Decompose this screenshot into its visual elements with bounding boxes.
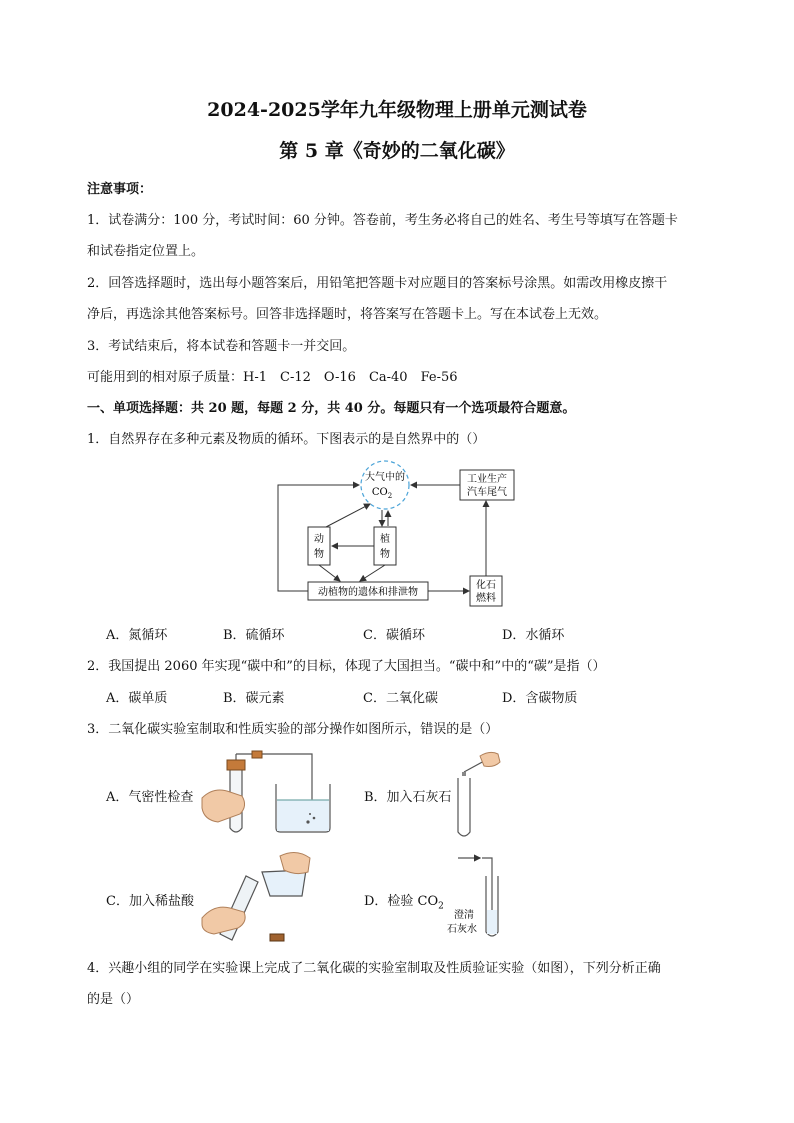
atomic-mass-line: 可能用到的相对原子质量：H-1 C-12 O-16 Ca-40 Fe-56 (87, 370, 458, 385)
section-1-heading: 一、单项选择题：共 20 题，每题 2 分，共 40 分。每题只有一个选项最符合题意。 (87, 401, 576, 416)
animal-label-1: 动 (314, 534, 324, 545)
atmosphere-label-2: $CO_2$ (371, 487, 393, 500)
industry-label-2: 汽车尾气 (467, 487, 507, 498)
q3-stem: 3．二氧化碳实验室制取和性质实验的部分操作如图所示，错误的是（） (87, 722, 499, 737)
q3-option-c[interactable]: C．加入稀盐酸 (106, 894, 194, 909)
q3-option-a[interactable]: A．气密性检查 (106, 790, 194, 805)
q2-option-b[interactable]: B．碳元素 (223, 691, 285, 706)
atmosphere-label-1: 大气中的 (365, 472, 405, 483)
q1-option-b[interactable]: B．硫循环 (223, 628, 285, 643)
q2-option-d[interactable]: D．含碳物质 (502, 691, 578, 706)
q4-stem-line-2: 的是（） (87, 992, 140, 1007)
atmosphere-co2-node (361, 461, 409, 509)
limewater-label-2: 石灰水 (447, 924, 477, 935)
add-limestone-illustration (440, 748, 505, 838)
q3-option-b[interactable]: B．加入石灰石 (364, 790, 452, 805)
co2-limewater-test-illustration (446, 848, 526, 943)
fossil-label-2: 燃料 (476, 593, 496, 604)
carbon-cycle-diagram (270, 460, 530, 610)
q1-option-a[interactable]: A．氮循环 (106, 628, 168, 643)
animal-label-2: 物 (314, 549, 324, 560)
plant-label-2: 物 (380, 549, 390, 560)
chapter-title: 第 5 章《奇妙的二氧化碳》 (279, 140, 515, 162)
q2-option-a[interactable]: A．碳单质 (106, 691, 168, 706)
q3-option-d[interactable]: D．检验 $CO_2$ (364, 894, 444, 912)
note-2-line-1: 2．回答选择题时，选出每小题答案后，用铅笔把答题卡对应题目的答案标号涂黑。如需改用橡皮擦干 (87, 276, 668, 291)
note-3: 3．考试结束后，将本试卷和答题卡一并交回。 (87, 339, 356, 354)
q1-stem: 1．自然界存在多种元素及物质的循环。下图表示的是自然界中的（） (87, 432, 486, 447)
industry-label-1: 工业生产 (467, 474, 507, 485)
note-1-line-1: 1．试卷满分：100 分，考试时间：60 分钟。答卷前，考生务必将自己的姓名、考生号等填写在答题卡 (87, 213, 678, 228)
airtightness-check-illustration (200, 748, 335, 838)
add-dilute-acid-illustration (200, 848, 320, 948)
limewater-label-1: 澄清 (454, 910, 474, 921)
q4-stem-line-1: 4．兴趣小组的同学在实验课上完成了二氧化碳的实验室制取及性质验证实验（如图），下列分析正确 (87, 961, 661, 976)
q2-option-c[interactable]: C．二氧化碳 (363, 691, 438, 706)
remains-label: 动植物的遗体和排泄物 (318, 587, 418, 598)
q2-stem: 2．我国提出 2060 年实现“碳中和”的目标，体现了大国担当。“碳中和”中的“碳”是指（） (87, 659, 606, 674)
q1-option-c[interactable]: C．碳循环 (363, 628, 425, 643)
note-1-line-2: 和试卷指定位置上。 (87, 244, 205, 259)
notes-heading: 注意事项： (87, 182, 153, 197)
exam-title: 2024-2025学年九年级物理上册单元测试卷 (207, 99, 587, 121)
q1-option-d[interactable]: D．水循环 (502, 628, 565, 643)
fossil-label-1: 化石 (476, 580, 496, 591)
plant-label-1: 植 (380, 534, 390, 545)
note-2-line-2: 净后，再选涂其他答案标号。回答非选择题时，将答案写在答题卡上。写在本试卷上无效。 (87, 307, 608, 322)
